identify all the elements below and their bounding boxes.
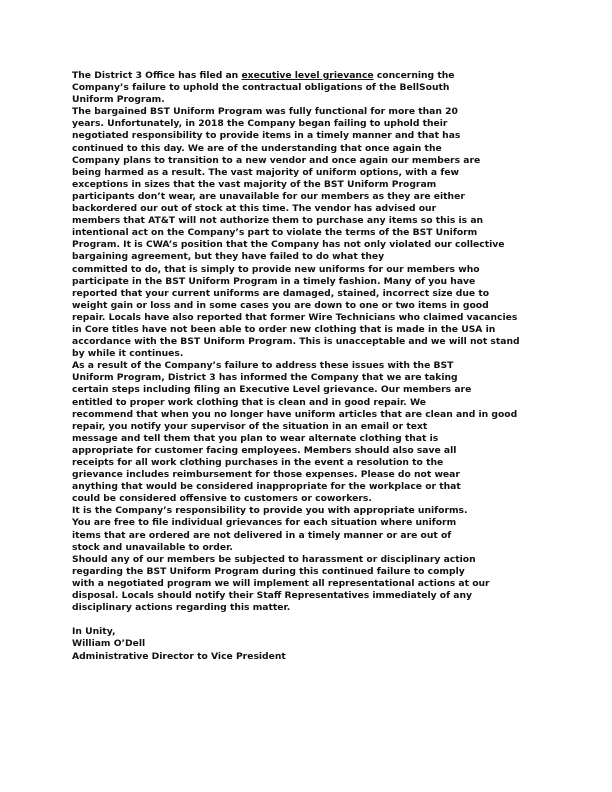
body-line: members that AT&T will not authorize them to purchase any items so this is an [72,215,484,227]
body-line: bargaining agreement, but they have failed to do what they [72,251,385,263]
body-line: exceptions in sizes that the vast majority of the BST Uniform Program [72,178,437,190]
body-line: message and tell them that you plan to wear alternate clothing that is [72,432,439,444]
body-line: disposal. Locals should notify their Staff Representatives immediately of any [72,590,473,602]
body-paragraphs [72,106,552,614]
body-line: in Core titles have not been able to order new clothing that is made in the USA in [72,323,496,335]
body-line: intentional act on the Company’s part to violate the terms of the BST Uniform [72,227,478,239]
body-line: with a negotiated program we will implement all representational actions at our [72,577,490,589]
body-line: anything that would be considered inappropriate for the workplace or that [72,481,461,493]
body-line: committed to do, that is simply to provide new uniforms for our members who [72,263,480,275]
body-line: disciplinary actions regarding this matter. [72,602,291,614]
body-line: Should any of our members be subjected to harassment or disciplinary action [72,553,476,565]
body-line: accordance with the BST Uniform Program. This is unacceptable and we will not stand [72,336,520,348]
signer-name: William O’Dell [72,638,146,650]
body-line: Uniform Program, District 3 has informed the Company that we are taking [72,372,458,384]
signer-title: Administrative Director to Vice President [72,650,286,662]
intro-line-3: Uniform Program. [72,94,165,106]
body-line: recommend that when you no longer have uniform articles that are clean and in good [72,408,518,420]
body-line: reported that your current uniforms are damaged, stained, incorrect size due to [72,287,490,299]
body-line: certain steps including filing an Executive Level grievance. Our members are [72,384,472,396]
body-line: It is the Company’s responsibility to provide you with appropriate uniforms. [72,505,468,517]
body-line: years. Unfortunately, in 2018 the Company began failing to uphold their [72,118,448,130]
intro-paragraph [72,70,552,106]
letter-body [72,70,552,663]
body-line: items that are ordered are not delivered in a timely manner or are out of [72,529,452,541]
body-line: grievance includes reimbursement for those expenses. Please do not wear [72,469,460,481]
grievance-link[interactable]: executive level grievance [241,70,374,81]
intro-line-2: Company’s failure to uphold the contractual obligations of the BellSouth [72,82,450,94]
body-line: by while it continues. [72,348,184,360]
body-line: weight gain or loss and in some cases you are down to one or two items in good [72,299,489,311]
body-line: You are free to file individual grievances for each situation where uniform [72,517,457,529]
body-line: receipts for all work clothing purchases in the event a resolution to the [72,457,444,468]
intro-text-before-link: The District 3 Office has filed an [72,70,242,81]
body-line: regarding the BST Uniform Program during this continued failure to comply [72,565,465,577]
paragraph-gap [72,614,552,626]
intro-line-1 [72,70,552,82]
body-line: could be considered offensive to customers or coworkers. [72,493,372,505]
body-line: entitled to proper work clothing that is clean and in good repair. We [72,396,426,408]
body-line: being harmed as a result. The vast majority of uniform options, with a few [72,166,460,178]
body-line: backordered our out of stock at this time. The vendor has advised our [72,203,437,215]
body-line: repair. Locals have also reported that former Wire Technicians who claimed vacancies [72,311,518,323]
intro-text-after-link: concerning the [373,70,455,81]
body-line: As a result of the Company’s failure to address these issues with the BST [72,360,454,372]
body-line: negotiated responsibility to provide items in a timely manner and that has [72,130,461,142]
body-line: participants don’t wear, are unavailable for our members as they are either [72,190,465,202]
body-line: appropriate for customer facing employees. Members should also save all [72,444,457,456]
body-line: The bargained BST Uniform Program was fully functional for more than 20 [72,106,458,118]
body-line: participate in the BST Uniform Program in a timely fashion. Many of you have [72,275,476,287]
signature-block [72,626,552,662]
closing: In Unity, [72,626,116,638]
body-line: Company plans to transition to a new vendor and once again our members are [72,154,481,166]
body-line: Program. It is CWA’s position that the Company has not only violated our collective [72,239,505,251]
body-line: continued to this day. We are of the understanding that once again the [72,142,442,154]
body-line: repair, you notify your supervisor of the situation in an email or text [72,420,428,432]
body-line: stock and unavailable to order. [72,541,233,553]
